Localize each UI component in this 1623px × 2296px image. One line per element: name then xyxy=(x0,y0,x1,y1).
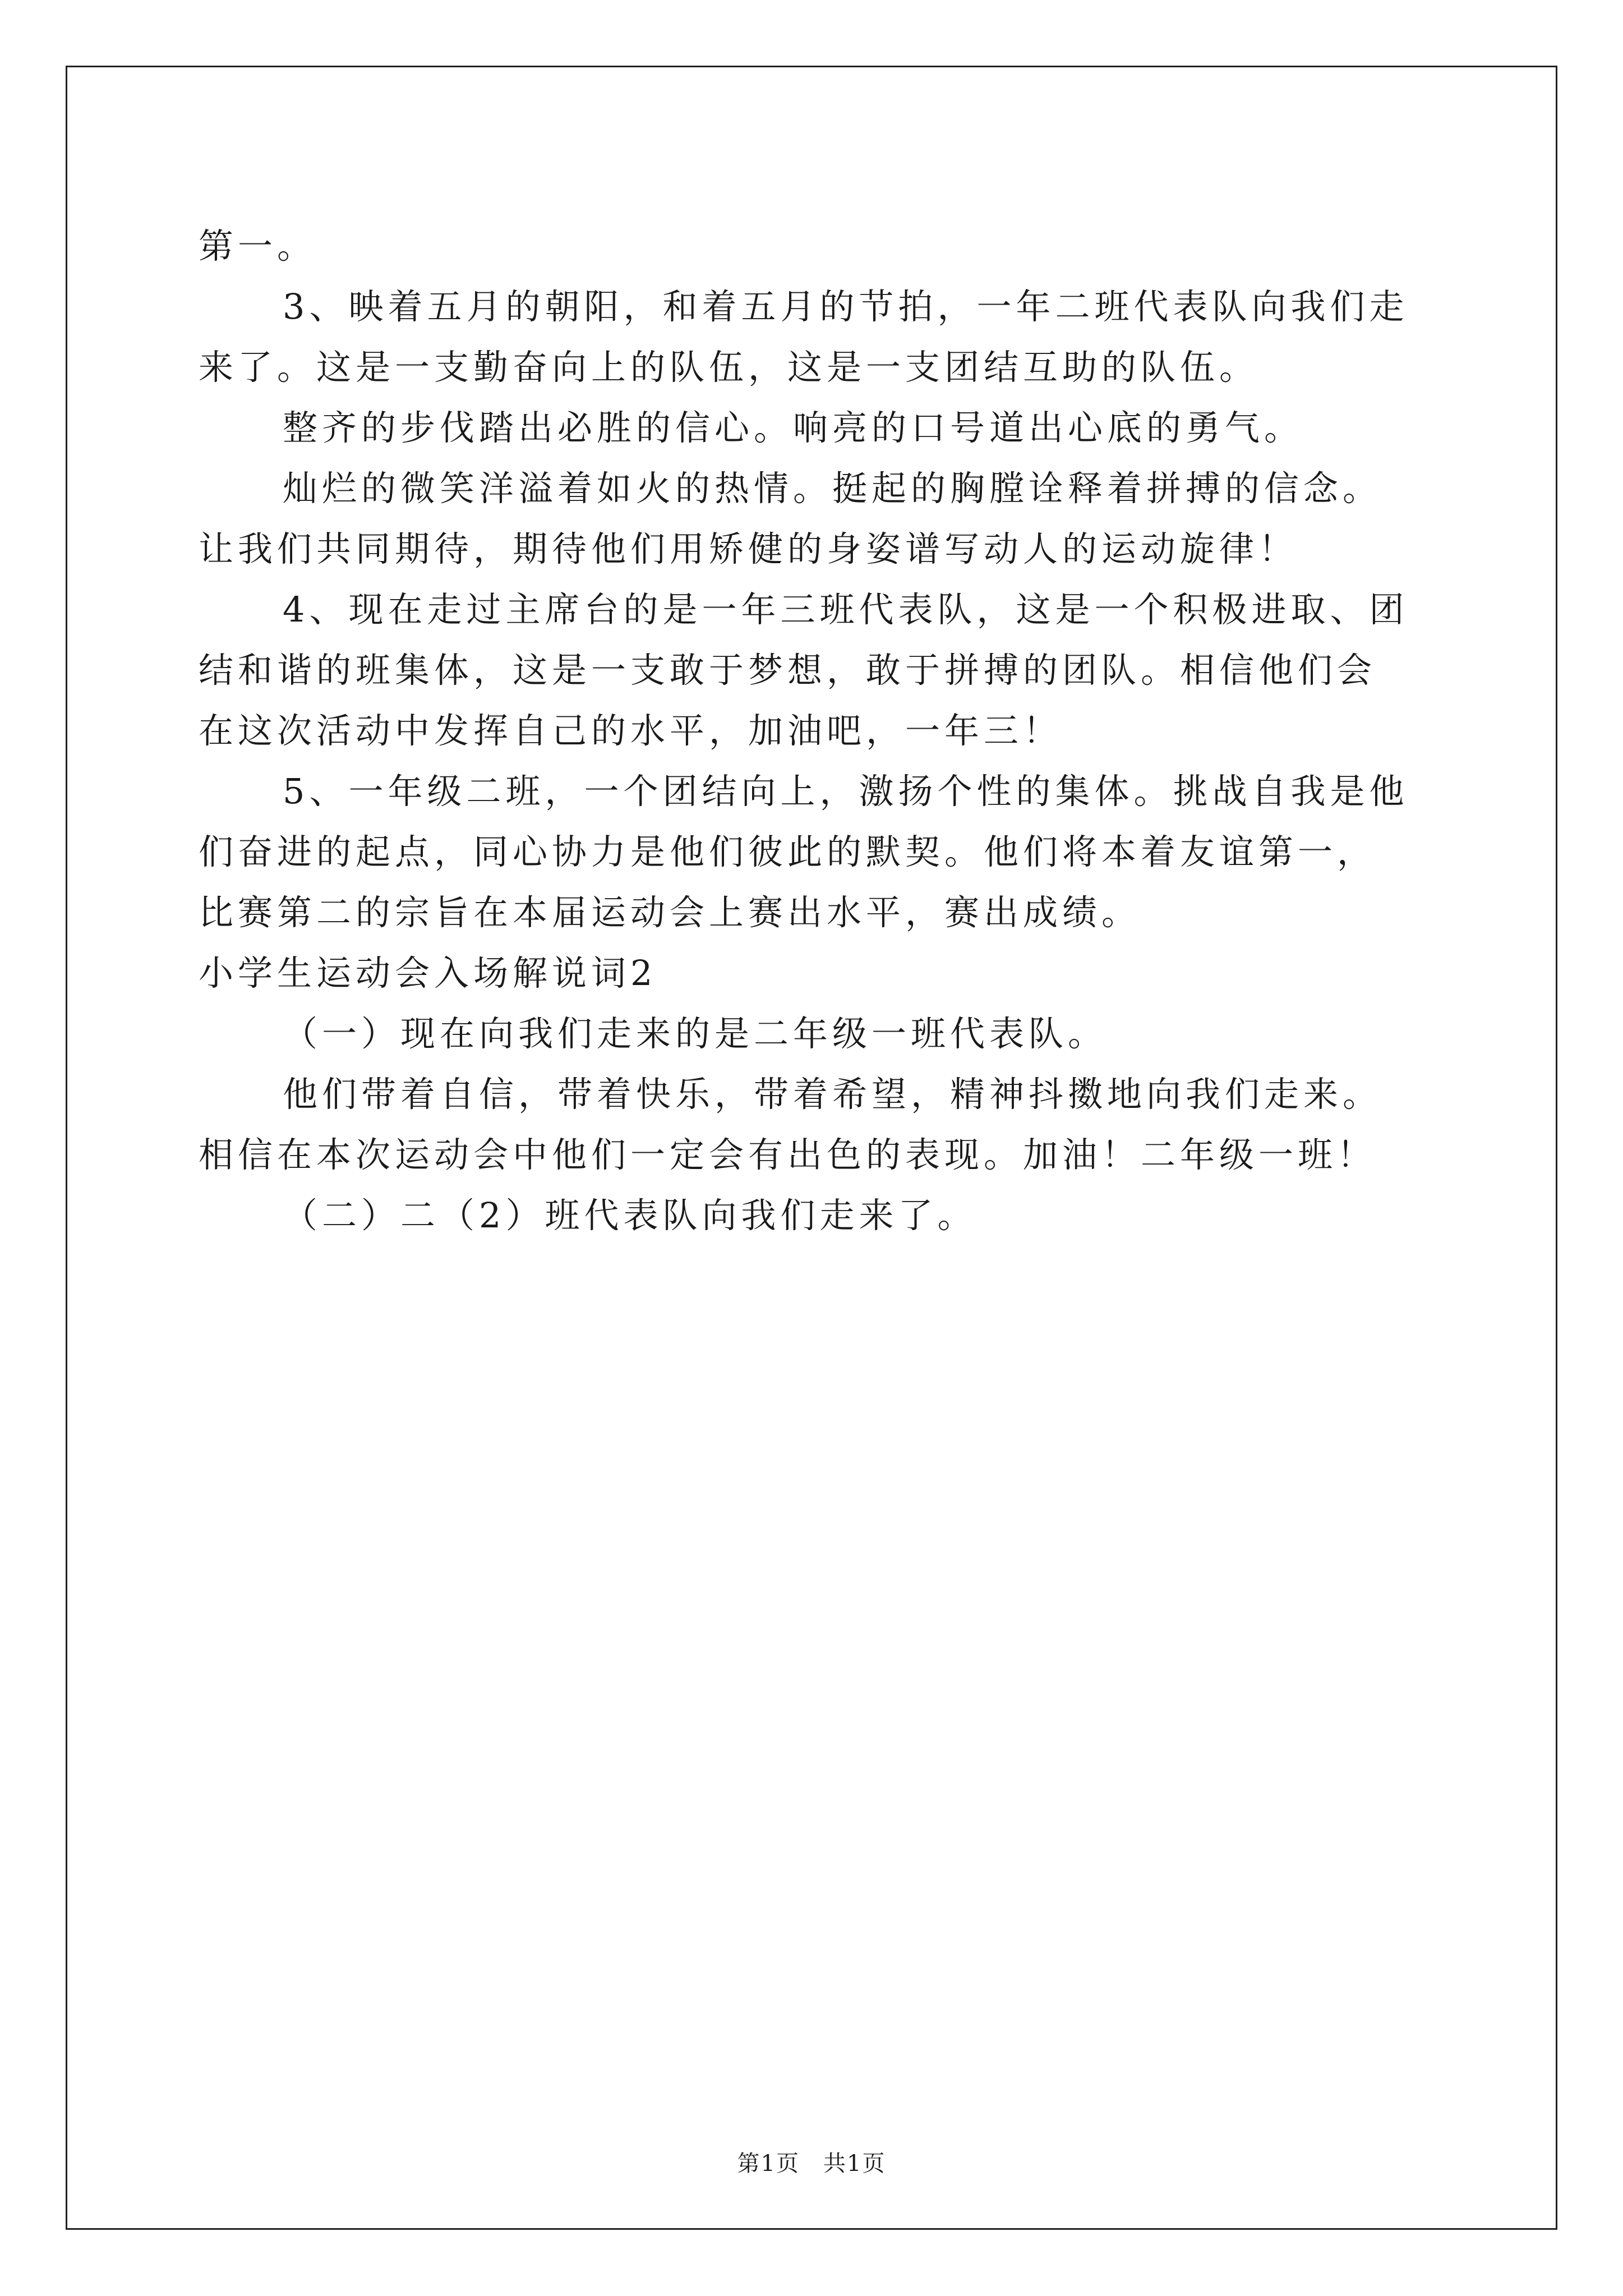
page-total: 共1页 xyxy=(823,2151,886,2177)
text-line: 比赛第二的宗旨在本届运动会上赛出水平，赛出成绩。 xyxy=(199,892,1141,933)
text-line: （一）现在向我们走来的是二年级一班代表队。 xyxy=(283,1013,1108,1054)
text-line: 来了。这是一支勤奋向上的队伍，这是一支团结互助的队伍。 xyxy=(199,347,1259,388)
page-footer xyxy=(0,2150,1623,2178)
text-line: 他们带着自信，带着快乐，带着希望，精神抖擞地向我们走来。 xyxy=(283,1074,1382,1115)
text-line: 3、映着五月的朝阳，和着五月的节拍，一年二班代表队向我们走 xyxy=(283,286,1409,327)
text-line: 在这次活动中发挥自己的水平，加油吧，一年三！ xyxy=(199,710,1063,751)
page-number: 第1页 xyxy=(737,2151,800,2177)
section-heading: 小学生运动会入场解说词2 xyxy=(199,953,657,993)
text-line: 5、一年级二班，一个团结向上，激扬个性的集体。挑战自我是他 xyxy=(283,771,1409,812)
text-line: 整齐的步伐踏出必胜的信心。响亮的口号道出心底的勇气。 xyxy=(283,407,1304,448)
text-line: 灿烂的微笑洋溢着如火的热情。挺起的胸膛诠释着拼搏的信念。 xyxy=(283,468,1382,509)
text-line: 第一。 xyxy=(199,226,317,266)
text-line: 相信在本次运动会中他们一定会有出色的表现。加油！二年级一班！ xyxy=(199,1134,1377,1175)
text-line: 让我们共同期待，期待他们用矫健的身姿谱写动人的运动旋律！ xyxy=(199,528,1298,569)
text-line: （二）二（2）班代表队向我们走来了。 xyxy=(283,1195,977,1236)
text-line: 4、现在走过主席台的是一年三班代表队，这是一个积极进取、团 xyxy=(283,589,1409,630)
text-line: 们奋进的起点，同心协力是他们彼此的默契。他们将本着友谊第一， xyxy=(199,831,1377,872)
text-line: 结和谐的班集体，这是一支敢于梦想，敢于拼搏的团队。相信他们会 xyxy=(199,650,1377,691)
document-body xyxy=(199,216,1432,1246)
